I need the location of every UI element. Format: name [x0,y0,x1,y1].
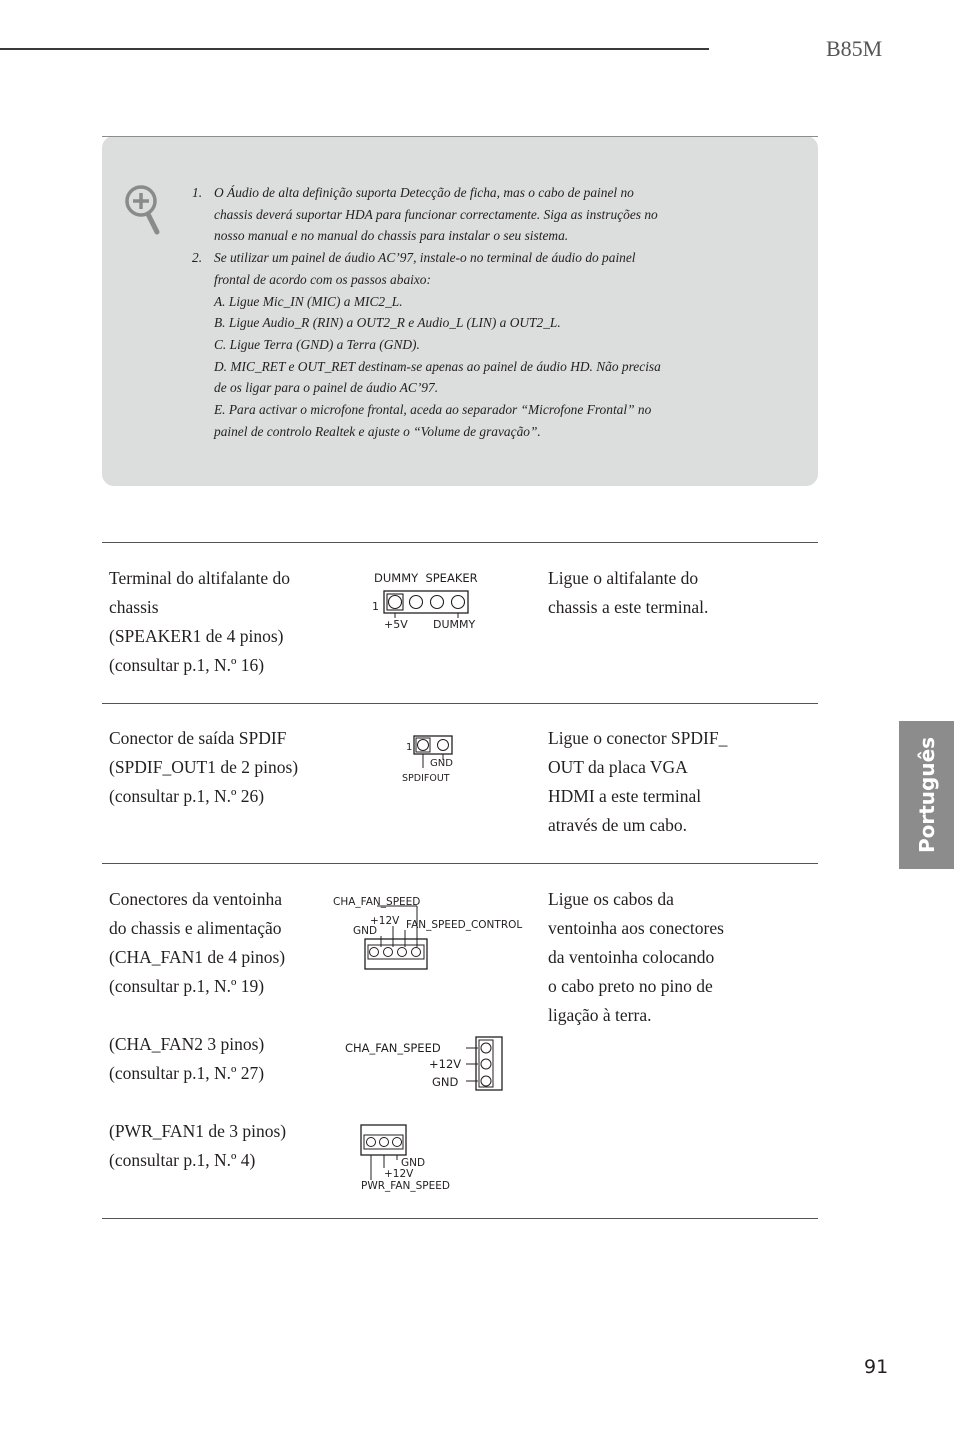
note-line: frontal de acordo com os passos abaixo: [214,271,431,287]
pin-header [365,939,427,969]
table-rule [102,1218,818,1219]
magnifier-plus-icon [124,184,164,236]
note-line: de os ligar para o painel de áudio AC’97. [214,380,439,396]
pin-header [361,1125,406,1155]
row-spdif-instruction [548,724,778,840]
diagram-label: +12V [384,1168,414,1180]
table-rule [102,703,818,704]
note-line: E. Para activar o microfone frontal, aceda ao separador “Microfone Frontal” no [214,402,652,418]
text-line: Conectores da ventoinha [109,889,283,909]
text-line: chassis [109,597,159,617]
row-speaker-description [109,564,349,680]
pin [481,1059,491,1069]
pin [431,596,444,609]
model-name: B85M [826,36,883,61]
speaker-header-diagram [368,568,498,634]
note-line: chassis deverá suportar HDA para funcionar correctamente. Siga as instruções no [214,206,658,222]
text-line: (PWR_FAN1 de 3 pinos) [109,1121,287,1141]
diagram-label: +5V [384,618,408,631]
diagram-label: +12V [370,915,400,927]
note-box [102,136,818,486]
pin [418,740,429,751]
text-line: Terminal do altifalante do [109,568,290,588]
diagram-label: 1 [406,742,413,753]
pin [370,948,379,957]
diagram-label: DUMMY [433,618,476,631]
spacer [109,1088,349,1117]
text-line: ventoinha aos conectores [548,918,724,938]
row-spdif-description [109,724,349,811]
text-line: da ventoinha colocando [548,947,715,967]
note-number: 2. [192,250,203,266]
text-line: Ligue o altifalante do [548,568,699,588]
spacer [109,1001,349,1030]
note-line: A. Ligue Mic_IN (MIC) a MIC2_L. [214,293,403,309]
text-line: (consultar p.1, N.º 4) [109,1150,256,1170]
pin-header [414,736,452,754]
text-line: OUT da placa VGA [548,757,688,777]
text-line: (consultar p.1, N.º 27) [109,1063,265,1083]
note-line: D. MIC_RET e OUT_RET destinam-se apenas ao painel de áudio HD. Não precisa [214,358,661,374]
pin [438,740,449,751]
pin [367,1138,376,1147]
pin [380,1138,389,1147]
language-tab-label: Português [914,736,939,854]
text-line: (consultar p.1, N.º 26) [109,786,265,806]
pin [384,948,393,957]
text-line: Conector de saída SPDIF [109,728,287,748]
spdif-header-diagram [398,732,468,786]
text-line: do chassis e alimentação [109,918,282,938]
pin [452,596,465,609]
row-fan-instruction [548,885,778,1030]
pwr-fan1-diagram [356,1122,466,1194]
note-line: Se utilizar um painel de áudio AC’97, instale-o no terminal de áudio do painel [214,250,636,266]
note-line: O Áudio de alta definição suporta Detecção de ficha, mas o cabo de painel no [214,185,634,200]
cha-fan2-diagram [342,1034,510,1094]
row-fan-description [109,885,349,1175]
note-line: B. Ligue Audio_R (RIN) a OUT2_R e Audio_L (LIN) a OUT2_L. [214,315,561,331]
table-rule [102,863,818,864]
diagram-label: CHA_FAN_SPEED [333,896,421,908]
text-line: através de um cabo. [548,815,687,835]
cha-fan1-diagram [332,892,532,974]
note-list [192,182,752,442]
pin [412,948,421,957]
row-speaker-instruction [548,564,778,622]
table-rule [102,542,818,543]
diagram-label: DUMMY SPEAKER [374,571,478,585]
text-line: (consultar p.1, N.º 19) [109,976,265,996]
pin-square [416,738,430,752]
diagram-label: +12V [429,1057,462,1071]
pin-square [387,594,403,610]
diagram-label: 1 [372,600,379,613]
pin [481,1043,491,1053]
note-item [192,247,752,442]
pin [393,1138,402,1147]
text-line: Ligue os cabos da [548,889,674,909]
pin-header [476,1037,502,1090]
diagram-label: PWR_FAN_SPEED [361,1180,450,1192]
text-line: (CHA_FAN2 3 pinos) [109,1034,265,1054]
note-line: nosso manual e no manual do chassis para instalar o seu sistema. [214,228,569,244]
diagram-label: SPDIFOUT [402,773,450,784]
pin [398,948,407,957]
page-number: 91 [864,1356,889,1378]
pin [481,1076,491,1086]
diagram-label: GND [401,1157,426,1169]
diagram-label: CHA_FAN_SPEED [345,1041,441,1055]
diagram-label: GND [432,1075,459,1089]
header-rule [0,48,709,50]
text-line: (SPDIF_OUT1 de 2 pinos) [109,757,299,777]
text-line: (CHA_FAN1 de 4 pinos) [109,947,286,967]
pin [389,596,402,609]
pin [410,596,423,609]
text-line: chassis a este terminal. [548,597,709,617]
note-line: painel de controlo Realtek e ajuste o “Volume de gravação”. [214,423,541,439]
text-line: o cabo preto no pino de [548,976,713,996]
diagram-label: GND [430,758,453,769]
note-item [192,182,752,247]
diagram-label: FAN_SPEED_CONTROL [406,919,523,931]
note-line: C. Ligue Terra (GND) a Terra (GND). [214,336,420,352]
text-line: (SPEAKER1 de 4 pinos) [109,626,284,646]
text-line: (consultar p.1, N.º 16) [109,655,265,675]
diagram-label: GND [353,925,378,937]
text-line: ligação à terra. [548,1005,652,1025]
language-tab [899,721,954,869]
note-number: 1. [192,185,203,200]
text-line: Ligue o conector SPDIF_ [548,728,728,748]
text-line: HDMI a este terminal [548,786,702,806]
